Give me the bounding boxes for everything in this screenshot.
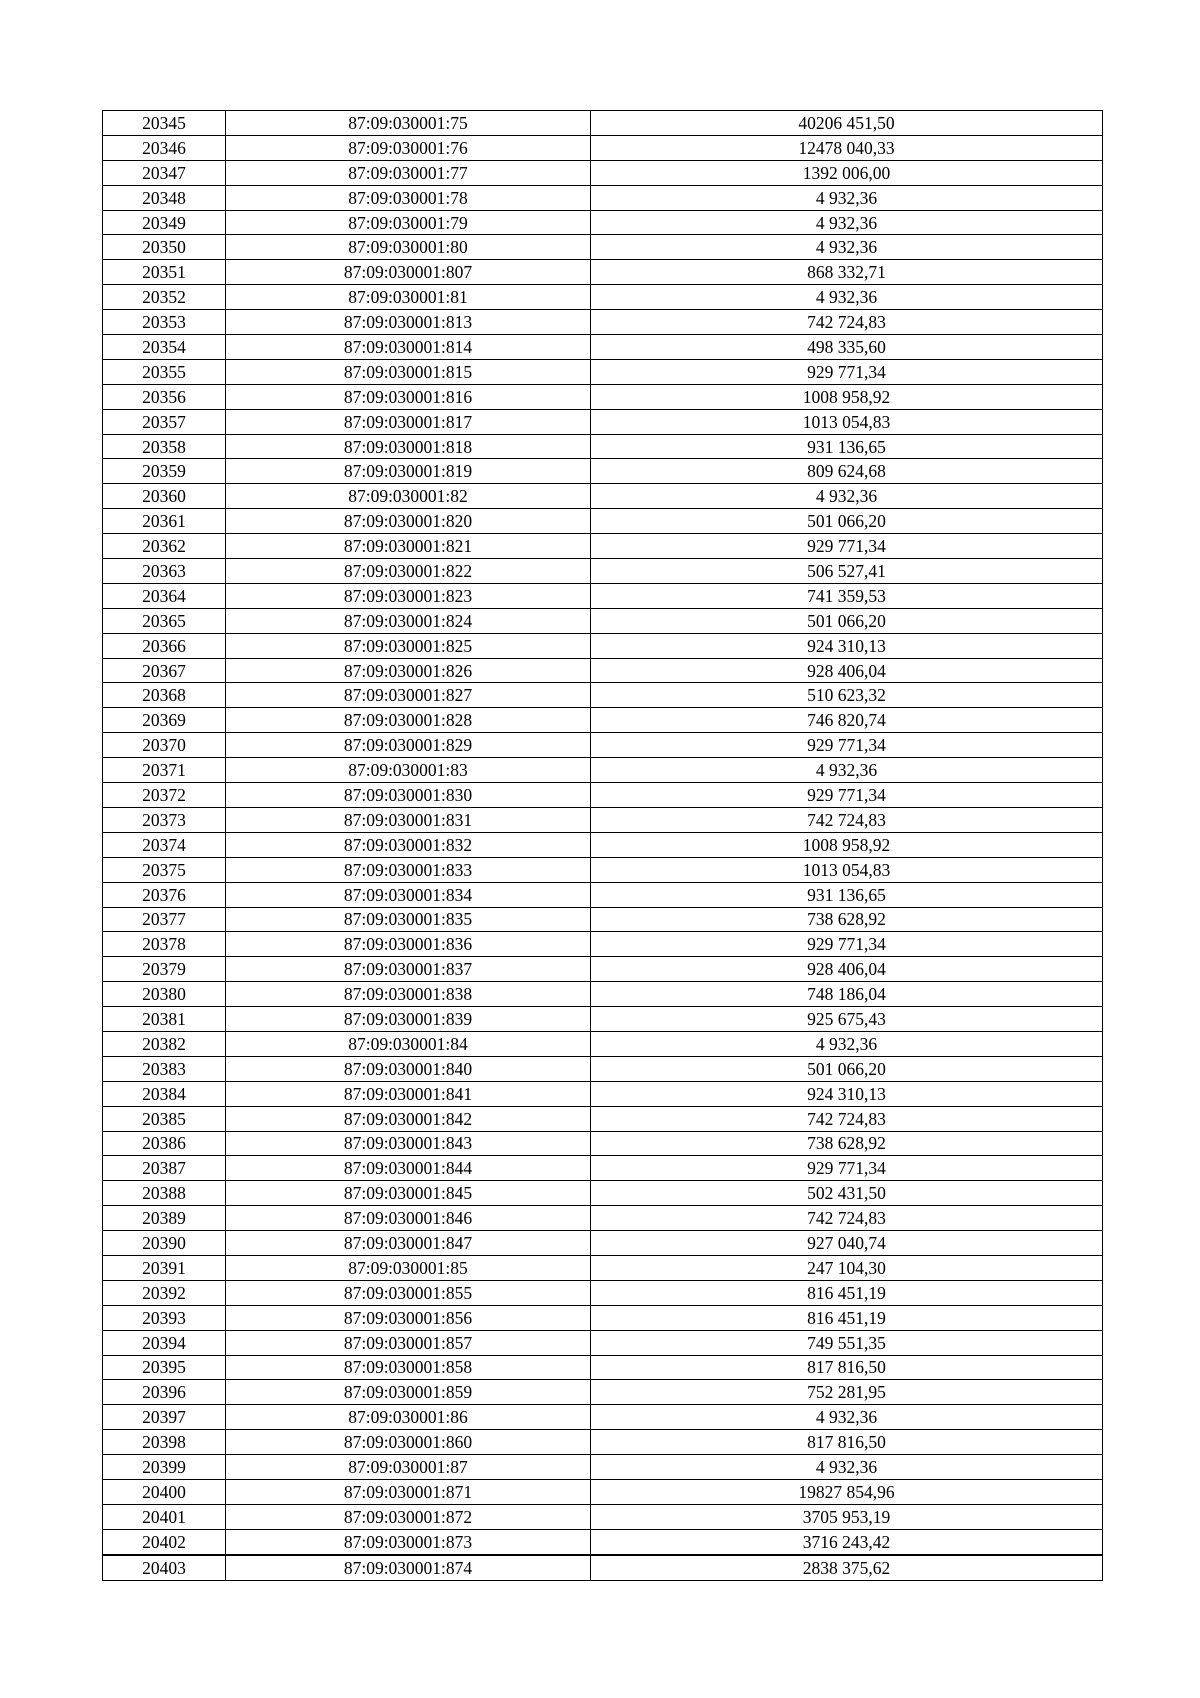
table-row (103, 708, 1103, 733)
cadastral-number-cell: 87:09:030001:85 (226, 1255, 591, 1280)
cadastral-value-cell: 3705 953,19 (591, 1504, 1103, 1529)
cadastral-number-cell: 87:09:030001:82 (226, 484, 591, 509)
row-number-cell: 20395 (103, 1355, 226, 1380)
row-number-cell: 20381 (103, 1007, 226, 1032)
cadastral-number-cell: 87:09:030001:860 (226, 1430, 591, 1455)
row-number-cell: 20398 (103, 1430, 226, 1455)
cadastral-number-cell: 87:09:030001:836 (226, 932, 591, 957)
cadastral-number-cell: 87:09:030001:817 (226, 409, 591, 434)
table-row (103, 1131, 1103, 1156)
row-number-cell: 20372 (103, 783, 226, 808)
table-row (103, 957, 1103, 982)
table-row (103, 758, 1103, 783)
row-number-cell: 20389 (103, 1206, 226, 1231)
cadastral-value-cell: 4 932,36 (591, 1405, 1103, 1430)
cadastral-value-cell: 929 771,34 (591, 1156, 1103, 1181)
cadastral-number-cell: 87:09:030001:839 (226, 1007, 591, 1032)
cadastral-number-cell: 87:09:030001:831 (226, 807, 591, 832)
row-number-cell: 20390 (103, 1231, 226, 1256)
table-row (103, 384, 1103, 409)
cadastral-value-cell: 4 932,36 (591, 210, 1103, 235)
table-row (103, 633, 1103, 658)
cadastral-value-cell: 929 771,34 (591, 359, 1103, 384)
cadastral-value-cell: 929 771,34 (591, 534, 1103, 559)
cadastral-number-cell: 87:09:030001:76 (226, 135, 591, 160)
cadastral-value-cell: 748 186,04 (591, 982, 1103, 1007)
table-row (103, 310, 1103, 335)
cadastral-value-cell: 510 623,32 (591, 683, 1103, 708)
row-number-cell: 20388 (103, 1181, 226, 1206)
cadastral-number-cell: 87:09:030001:855 (226, 1280, 591, 1305)
cadastral-number-cell: 87:09:030001:84 (226, 1031, 591, 1056)
row-number-cell: 20346 (103, 135, 226, 160)
row-number-cell: 20357 (103, 409, 226, 434)
table-row (103, 1007, 1103, 1032)
cadastral-value-cell: 4 932,36 (591, 185, 1103, 210)
cadastral-value-cell: 738 628,92 (591, 1131, 1103, 1156)
cadastral-value-cell: 817 816,50 (591, 1430, 1103, 1455)
cadastral-number-cell: 87:09:030001:824 (226, 608, 591, 633)
row-number-cell: 20360 (103, 484, 226, 509)
cadastral-value-cell: 1008 958,92 (591, 832, 1103, 857)
row-number-cell: 20396 (103, 1380, 226, 1405)
cadastral-value-cell: 1013 054,83 (591, 857, 1103, 882)
cadastral-value-cell: 498 335,60 (591, 335, 1103, 360)
table-row (103, 1031, 1103, 1056)
table-row (103, 733, 1103, 758)
cadastral-number-cell: 87:09:030001:86 (226, 1405, 591, 1430)
table-row (103, 210, 1103, 235)
table-row (103, 807, 1103, 832)
table-row (103, 832, 1103, 857)
cadastral-value-cell: 4 932,36 (591, 1031, 1103, 1056)
cadastral-number-cell: 87:09:030001:842 (226, 1106, 591, 1131)
cadastral-value-cell: 746 820,74 (591, 708, 1103, 733)
table-row (103, 260, 1103, 285)
row-number-cell: 20367 (103, 658, 226, 683)
cadastral-value-cell: 4 932,36 (591, 1455, 1103, 1480)
cadastral-value-cell: 752 281,95 (591, 1380, 1103, 1405)
cadastral-number-cell: 87:09:030001:83 (226, 758, 591, 783)
table-row (103, 559, 1103, 584)
cadastral-value-table (102, 110, 1103, 1581)
table-row (103, 882, 1103, 907)
cadastral-number-cell: 87:09:030001:873 (226, 1529, 591, 1554)
cadastral-value-cell: 927 040,74 (591, 1231, 1103, 1256)
cadastral-number-cell: 87:09:030001:872 (226, 1504, 591, 1529)
cadastral-value-cell: 501 066,20 (591, 608, 1103, 633)
cadastral-number-cell: 87:09:030001:81 (226, 285, 591, 310)
table-row (103, 1380, 1103, 1405)
cadastral-value-cell: 929 771,34 (591, 783, 1103, 808)
cadastral-number-cell: 87:09:030001:827 (226, 683, 591, 708)
cadastral-value-cell: 809 624,68 (591, 459, 1103, 484)
cadastral-value-cell: 738 628,92 (591, 907, 1103, 932)
row-number-cell: 20375 (103, 857, 226, 882)
cadastral-value-cell: 502 431,50 (591, 1181, 1103, 1206)
table-row (103, 907, 1103, 932)
cadastral-number-cell: 87:09:030001:838 (226, 982, 591, 1007)
row-number-cell: 20355 (103, 359, 226, 384)
row-number-cell: 20394 (103, 1330, 226, 1355)
cadastral-value-cell: 924 310,13 (591, 633, 1103, 658)
table-row (103, 1081, 1103, 1106)
row-number-cell: 20356 (103, 384, 226, 409)
row-number-cell: 20391 (103, 1255, 226, 1280)
cadastral-number-cell: 87:09:030001:834 (226, 882, 591, 907)
cadastral-value-cell: 741 359,53 (591, 583, 1103, 608)
cadastral-value-cell: 928 406,04 (591, 658, 1103, 683)
cadastral-value-cell: 868 332,71 (591, 260, 1103, 285)
cadastral-value-cell: 247 104,30 (591, 1255, 1103, 1280)
cadastral-number-cell: 87:09:030001:841 (226, 1081, 591, 1106)
cadastral-number-cell: 87:09:030001:87 (226, 1455, 591, 1480)
table-row (103, 1305, 1103, 1330)
table-row (103, 459, 1103, 484)
table-row (103, 683, 1103, 708)
table-row (103, 1255, 1103, 1280)
table-row (103, 1330, 1103, 1355)
row-number-cell: 20347 (103, 160, 226, 185)
row-number-cell: 20399 (103, 1455, 226, 1480)
table-row (103, 509, 1103, 534)
cadastral-number-cell: 87:09:030001:821 (226, 534, 591, 559)
table-row (103, 1156, 1103, 1181)
cadastral-value-cell: 742 724,83 (591, 807, 1103, 832)
table-row (103, 608, 1103, 633)
table-row (103, 160, 1103, 185)
row-number-cell: 20392 (103, 1280, 226, 1305)
cadastral-value-cell: 501 066,20 (591, 509, 1103, 534)
cadastral-number-cell: 87:09:030001:814 (226, 335, 591, 360)
row-number-cell: 20359 (103, 459, 226, 484)
cadastral-value-cell: 4 932,36 (591, 235, 1103, 260)
table-row (103, 409, 1103, 434)
row-number-cell: 20352 (103, 285, 226, 310)
row-number-cell: 20393 (103, 1305, 226, 1330)
table-row (103, 1280, 1103, 1305)
cadastral-value-cell: 1013 054,83 (591, 409, 1103, 434)
cadastral-number-cell: 87:09:030001:837 (226, 957, 591, 982)
row-number-cell: 20364 (103, 583, 226, 608)
table-row (103, 1529, 1103, 1554)
row-number-cell: 20371 (103, 758, 226, 783)
cadastral-number-cell: 87:09:030001:815 (226, 359, 591, 384)
table-row (103, 1479, 1103, 1504)
table-row (103, 434, 1103, 459)
row-number-cell: 20362 (103, 534, 226, 559)
cadastral-value-cell: 506 527,41 (591, 559, 1103, 584)
cadastral-value-cell: 816 451,19 (591, 1280, 1103, 1305)
row-number-cell: 20361 (103, 509, 226, 534)
row-number-cell: 20366 (103, 633, 226, 658)
cadastral-number-cell: 87:09:030001:840 (226, 1056, 591, 1081)
cadastral-number-cell: 87:09:030001:79 (226, 210, 591, 235)
table-row (103, 932, 1103, 957)
row-number-cell: 20376 (103, 882, 226, 907)
table-row (103, 1181, 1103, 1206)
table-row (103, 1555, 1103, 1580)
cadastral-number-cell: 87:09:030001:826 (226, 658, 591, 683)
row-number-cell: 20386 (103, 1131, 226, 1156)
cadastral-value-cell: 2838 375,62 (591, 1555, 1103, 1580)
cadastral-value-cell: 925 675,43 (591, 1007, 1103, 1032)
cadastral-number-cell: 87:09:030001:858 (226, 1355, 591, 1380)
cadastral-value-cell: 4 932,36 (591, 484, 1103, 509)
cadastral-value-cell: 1008 958,92 (591, 384, 1103, 409)
table-row (103, 1430, 1103, 1455)
table-row (103, 185, 1103, 210)
row-number-cell: 20380 (103, 982, 226, 1007)
cadastral-number-cell: 87:09:030001:859 (226, 1380, 591, 1405)
cadastral-number-cell: 87:09:030001:832 (226, 832, 591, 857)
table-row (103, 285, 1103, 310)
cadastral-number-cell: 87:09:030001:816 (226, 384, 591, 409)
table-row (103, 1106, 1103, 1131)
cadastral-number-cell: 87:09:030001:835 (226, 907, 591, 932)
row-number-cell: 20374 (103, 832, 226, 857)
row-number-cell: 20383 (103, 1056, 226, 1081)
cadastral-number-cell: 87:09:030001:829 (226, 733, 591, 758)
table-row (103, 857, 1103, 882)
row-number-cell: 20377 (103, 907, 226, 932)
table-row (103, 1206, 1103, 1231)
cadastral-number-cell: 87:09:030001:843 (226, 1131, 591, 1156)
table-row (103, 1355, 1103, 1380)
cadastral-value-cell: 1392 006,00 (591, 160, 1103, 185)
cadastral-number-cell: 87:09:030001:819 (226, 459, 591, 484)
cadastral-number-cell: 87:09:030001:825 (226, 633, 591, 658)
row-number-cell: 20351 (103, 260, 226, 285)
row-number-cell: 20400 (103, 1479, 226, 1504)
cadastral-number-cell: 87:09:030001:823 (226, 583, 591, 608)
row-number-cell: 20358 (103, 434, 226, 459)
cadastral-number-cell: 87:09:030001:856 (226, 1305, 591, 1330)
cadastral-value-cell: 3716 243,42 (591, 1529, 1103, 1554)
cadastral-number-cell: 87:09:030001:846 (226, 1206, 591, 1231)
table-row (103, 658, 1103, 683)
cadastral-value-cell: 924 310,13 (591, 1081, 1103, 1106)
cadastral-number-cell: 87:09:030001:845 (226, 1181, 591, 1206)
row-number-cell: 20349 (103, 210, 226, 235)
cadastral-number-cell: 87:09:030001:833 (226, 857, 591, 882)
table-row (103, 534, 1103, 559)
table-row (103, 1504, 1103, 1529)
cadastral-number-cell: 87:09:030001:857 (226, 1330, 591, 1355)
cadastral-number-cell: 87:09:030001:871 (226, 1479, 591, 1504)
cadastral-value-cell: 742 724,83 (591, 1206, 1103, 1231)
row-number-cell: 20384 (103, 1081, 226, 1106)
table-row (103, 982, 1103, 1007)
cadastral-value-cell: 4 932,36 (591, 758, 1103, 783)
cadastral-number-cell: 87:09:030001:830 (226, 783, 591, 808)
row-number-cell: 20368 (103, 683, 226, 708)
cadastral-number-cell: 87:09:030001:813 (226, 310, 591, 335)
cadastral-value-cell: 931 136,65 (591, 882, 1103, 907)
row-number-cell: 20370 (103, 733, 226, 758)
cadastral-number-cell: 87:09:030001:844 (226, 1156, 591, 1181)
table-row (103, 111, 1103, 136)
row-number-cell: 20401 (103, 1504, 226, 1529)
table-row (103, 359, 1103, 384)
cadastral-number-cell: 87:09:030001:874 (226, 1555, 591, 1580)
cadastral-number-cell: 87:09:030001:77 (226, 160, 591, 185)
row-number-cell: 20387 (103, 1156, 226, 1181)
row-number-cell: 20365 (103, 608, 226, 633)
table-row (103, 135, 1103, 160)
cadastral-value-cell: 749 551,35 (591, 1330, 1103, 1355)
row-number-cell: 20382 (103, 1031, 226, 1056)
cadastral-value-cell: 742 724,83 (591, 1106, 1103, 1131)
cadastral-value-cell: 742 724,83 (591, 310, 1103, 335)
cadastral-number-cell: 87:09:030001:818 (226, 434, 591, 459)
table-row (103, 1056, 1103, 1081)
row-number-cell: 20369 (103, 708, 226, 733)
table-row (103, 1455, 1103, 1480)
row-number-cell: 20345 (103, 111, 226, 136)
cadastral-value-cell: 816 451,19 (591, 1305, 1103, 1330)
row-number-cell: 20385 (103, 1106, 226, 1131)
cadastral-number-cell: 87:09:030001:820 (226, 509, 591, 534)
cadastral-value-cell: 19827 854,96 (591, 1479, 1103, 1504)
cadastral-value-cell: 817 816,50 (591, 1355, 1103, 1380)
row-number-cell: 20354 (103, 335, 226, 360)
table-body (103, 111, 1103, 1581)
row-number-cell: 20348 (103, 185, 226, 210)
table-row (103, 335, 1103, 360)
row-number-cell: 20350 (103, 235, 226, 260)
row-number-cell: 20378 (103, 932, 226, 957)
cadastral-number-cell: 87:09:030001:807 (226, 260, 591, 285)
row-number-cell: 20402 (103, 1529, 226, 1554)
cadastral-value-cell: 929 771,34 (591, 932, 1103, 957)
cadastral-number-cell: 87:09:030001:75 (226, 111, 591, 136)
row-number-cell: 20379 (103, 957, 226, 982)
cadastral-value-cell: 929 771,34 (591, 733, 1103, 758)
cadastral-number-cell: 87:09:030001:78 (226, 185, 591, 210)
cadastral-value-cell: 928 406,04 (591, 957, 1103, 982)
table-row (103, 235, 1103, 260)
cadastral-number-cell: 87:09:030001:822 (226, 559, 591, 584)
cadastral-value-cell: 501 066,20 (591, 1056, 1103, 1081)
cadastral-number-cell: 87:09:030001:828 (226, 708, 591, 733)
cadastral-number-cell: 87:09:030001:80 (226, 235, 591, 260)
row-number-cell: 20363 (103, 559, 226, 584)
table-row (103, 1231, 1103, 1256)
row-number-cell: 20353 (103, 310, 226, 335)
row-number-cell: 20403 (103, 1555, 226, 1580)
cadastral-value-cell: 4 932,36 (591, 285, 1103, 310)
cadastral-value-cell: 931 136,65 (591, 434, 1103, 459)
cadastral-value-cell: 12478 040,33 (591, 135, 1103, 160)
row-number-cell: 20373 (103, 807, 226, 832)
cadastral-number-cell: 87:09:030001:847 (226, 1231, 591, 1256)
table-row (103, 1405, 1103, 1430)
row-number-cell: 20397 (103, 1405, 226, 1430)
table-row (103, 583, 1103, 608)
table-row (103, 484, 1103, 509)
table-row (103, 783, 1103, 808)
cadastral-value-cell: 40206 451,50 (591, 111, 1103, 136)
